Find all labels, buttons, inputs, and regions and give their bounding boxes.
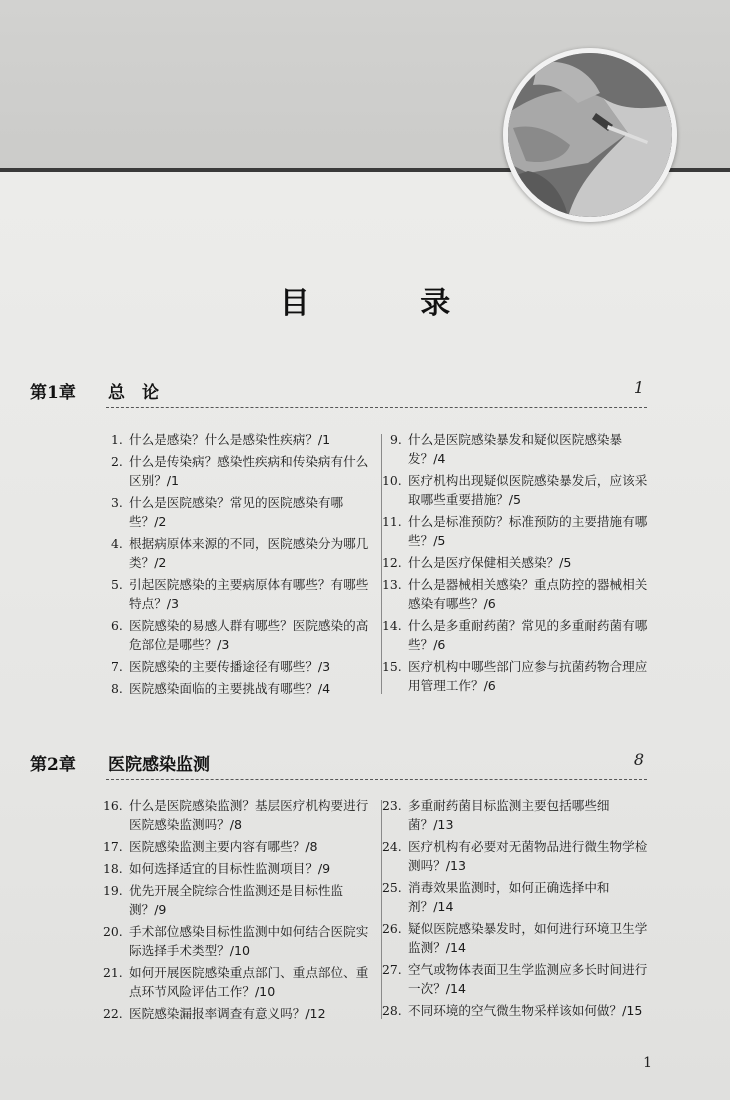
chapter-divider [106,779,647,780]
toc-entry[interactable]: 27. 空气或物体表面卫生学监测应多长时间进行一次？/14 [382,962,648,996]
toc-entry[interactable]: 23. 多重耐药菌目标监测主要包括哪些细菌？/13 [382,798,610,832]
toc-entry[interactable]: 25. 消毒效果监测时，如何正确选择中和剂？/14 [382,880,610,914]
toc-entry[interactable]: 28. 不同环境的空气微生物采样该如何做？/15 [382,1003,643,1018]
header-photo [503,48,677,222]
chapter-1 [0,378,730,696]
toc-entry[interactable]: 24. 医疗机构有必要对无菌物品进行微生物学检测吗？/13 [382,839,648,873]
page-number: 1 [643,1055,652,1071]
toc-entry[interactable]: 26. 疑似医院感染暴发时，如何进行环境卫生学监测？/14 [382,921,648,955]
toc-entry[interactable]: 9. 什么是医院感染暴发和疑似医院感染暴发？/4 [390,432,623,466]
toc-entry[interactable]: 18. 如何选择适宜的目标性监测项目？/9 [103,861,331,876]
chapter-page: 8 [633,750,644,769]
toc-entry[interactable]: 13. 什么是器械相关感染？重点防控的器械相关感染有哪些？/6 [382,577,648,611]
toc-entry[interactable]: 5. 引起医院感染的主要病原体有哪些？有哪些特点？/3 [111,577,369,611]
page-title: 目 录 [279,286,501,321]
chapter-page: 1 [633,378,644,397]
chapter-heading [0,378,730,408]
toc-entry[interactable]: 8. 医院感染面临的主要挑战有哪些？/4 [111,681,331,696]
toc-entry[interactable]: 22. 医院感染漏报率调查有意义吗？/12 [103,1006,326,1021]
chapter-number: 第2章 [30,755,76,775]
toc-entry[interactable]: 12. 什么是医疗保健相关感染？/5 [382,555,572,570]
chapter-heading [0,750,730,780]
toc-entry[interactable]: 2. 什么是传染病？感染性疾病和传染病有什么区别？/1 [111,454,369,488]
toc-entry[interactable]: 21. 如何开展医院感染重点部门、重点部位、重点环节风险评估工作？/10 [103,965,369,999]
toc-entry[interactable]: 15. 医疗机构中哪些部门应参与抗菌药物合理应用管理工作？/6 [382,659,648,693]
toc-entry[interactable]: 7. 医院感染的主要传播途径有哪些？/3 [111,659,331,674]
hands-photo-illustration [508,53,672,217]
toc-entry[interactable]: 3. 什么是医院感染？常见的医院感染有哪些？/2 [111,495,344,529]
toc-entry[interactable]: 16. 什么是医院感染监测？基层医疗机构要进行医院感染监测吗？/8 [103,798,369,832]
chapter-number: 第1章 [30,383,76,403]
toc-entry[interactable]: 14. 什么是多重耐药菌？常见的多重耐药菌有哪些？/6 [382,618,648,652]
toc-entry[interactable]: 4. 根据病原体来源的不同，医院感染分为哪几类？/2 [111,536,369,570]
toc-entry[interactable]: 11. 什么是标准预防？标准预防的主要措施有哪些？/5 [382,514,648,548]
chapter-2 [0,750,730,1021]
toc-entry[interactable]: 17. 医院感染监测主要内容有哪些？/8 [103,839,318,854]
toc-entry[interactable]: 6. 医院感染的易感人群有哪些？医院感染的高危部位是哪些？/3 [111,618,369,652]
toc-entry[interactable]: 20. 手术部位感染目标性监测中如何结合医院实际选择手术类型？/10 [103,924,369,958]
chapter-title: 医院感染监测 [108,755,210,775]
chapter-title: 总 论 [108,383,159,403]
toc-right-column [382,430,653,698]
chapter-divider [106,407,647,408]
toc-entry[interactable]: 19. 优先开展全院综合性监测还是目标性监测？/9 [103,883,344,917]
toc-left-column [103,796,373,1026]
toc-entry[interactable]: 10. 医疗机构出现疑似医院感染暴发后，应该采取哪些重要措施？/5 [382,473,648,507]
toc-right-column [382,796,653,1023]
toc-left-column [111,430,373,701]
toc-entry[interactable]: 1. 什么是感染？什么是感染性疾病？/1 [111,432,331,447]
